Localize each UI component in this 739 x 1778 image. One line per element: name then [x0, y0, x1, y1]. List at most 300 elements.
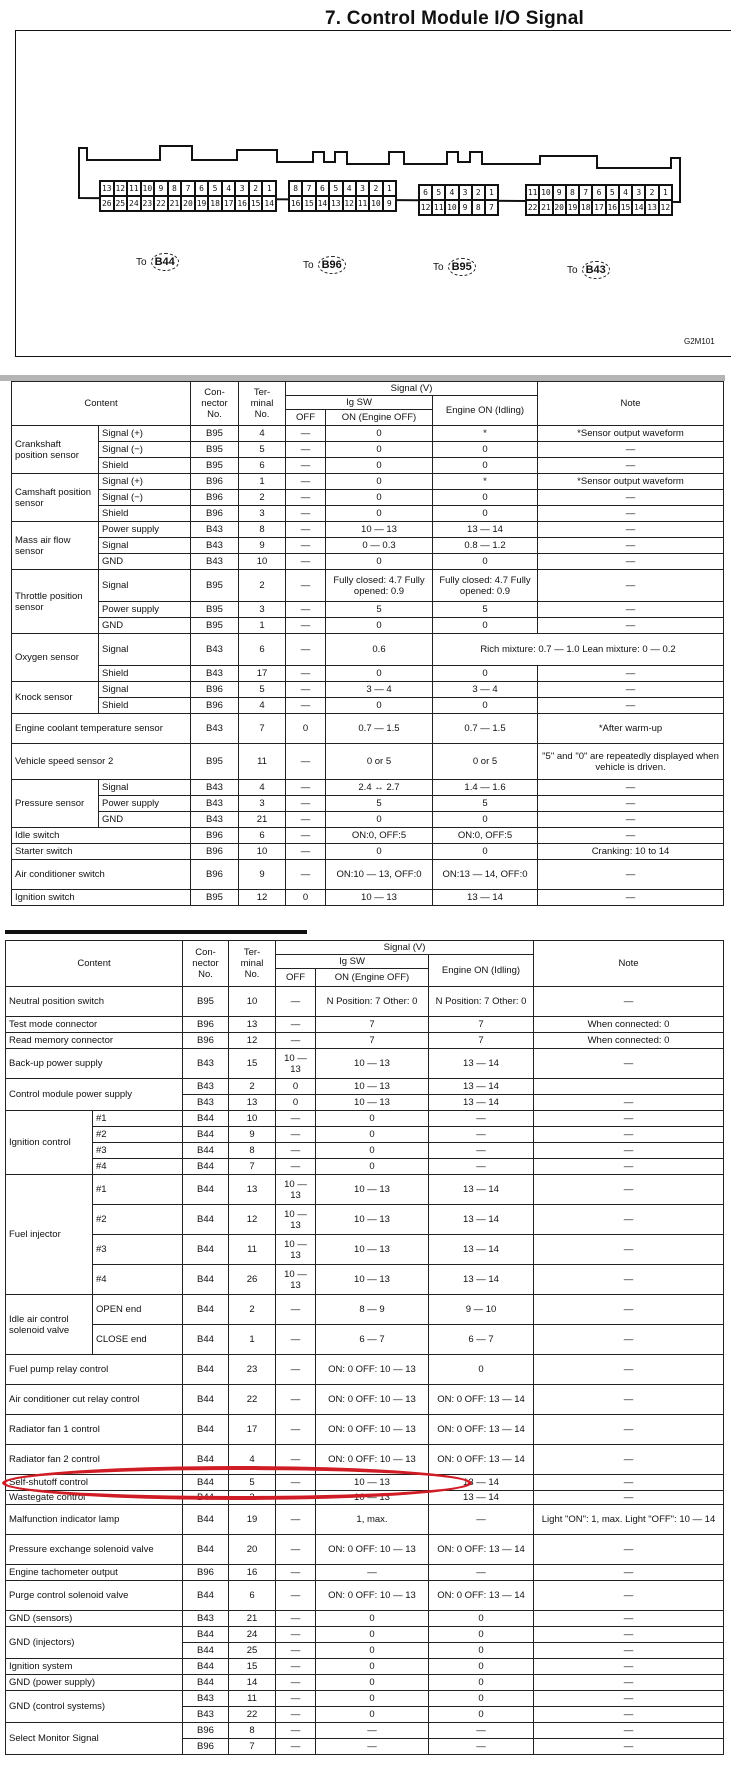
row-connector: B44: [183, 1415, 229, 1445]
row-off: —: [286, 474, 326, 490]
row-engine-on: 1.4 — 1.6: [433, 780, 538, 796]
row-engine-on: 13 — 14: [429, 1175, 534, 1205]
row-on-engine-off: 0: [326, 506, 433, 522]
row-connector: B44: [183, 1175, 229, 1205]
row-engine-on: ON: 0 OFF: 13 — 14: [429, 1535, 534, 1565]
row-terminal: 2: [229, 1295, 276, 1325]
row-engine-on: 13 — 14: [429, 1235, 534, 1265]
row-engine-on: Fully closed: 4.7 Fully opened: 0.9: [433, 570, 538, 602]
row-terminal: 2: [229, 1079, 276, 1095]
row-connector: B43: [183, 1095, 229, 1111]
row-engine-on: 13 — 14: [433, 890, 538, 906]
connector-pin: 25: [114, 196, 128, 211]
row-note: —: [538, 538, 724, 554]
row-note: —: [534, 1159, 724, 1175]
row-terminal: 21: [239, 812, 286, 828]
row-engine-on: 0: [433, 554, 538, 570]
row-on-engine-off: 10 — 13: [316, 1491, 429, 1505]
connector-pin: 12: [659, 200, 672, 215]
row-connector: B96: [183, 1565, 229, 1581]
row-off: —: [286, 844, 326, 860]
row-on-engine-off: ON: 0 OFF: 10 — 13: [316, 1415, 429, 1445]
row-connector: B43: [191, 666, 239, 682]
row-engine-on: —: [429, 1111, 534, 1127]
connector-pin: 5: [432, 185, 445, 200]
row-note: —: [538, 890, 724, 906]
row-terminal: 15: [229, 1659, 276, 1675]
row-content: Ignition system: [6, 1659, 183, 1675]
row-connector: B43: [191, 812, 239, 828]
connector-pin: 11: [432, 200, 445, 215]
header-engine-on: Engine ON (Idling): [429, 955, 534, 987]
row-engine-on: 0: [429, 1627, 534, 1643]
row-content: Mass air flow sensor: [12, 522, 99, 570]
connector-pin: 15: [619, 200, 632, 215]
connector-pin: 12: [419, 200, 432, 215]
row-off: —: [286, 666, 326, 682]
header-signal: Signal (V): [286, 382, 538, 396]
row-off: —: [276, 987, 316, 1017]
header-terminal: Ter- minal No.: [239, 382, 286, 426]
row-note: —: [534, 1445, 724, 1475]
row-connector: B44: [183, 1265, 229, 1295]
row-subcontent: Power supply: [99, 796, 191, 812]
row-engine-on: 7: [429, 1033, 534, 1049]
row-terminal: 1: [239, 618, 286, 634]
row-off: —: [276, 1627, 316, 1643]
connector-pin: 2: [472, 185, 485, 200]
row-subcontent: OPEN end: [93, 1295, 183, 1325]
row-off: —: [276, 1415, 316, 1445]
row-connector: B44: [183, 1159, 229, 1175]
table-row: [6, 1491, 724, 1505]
connector-pin: 24: [127, 196, 141, 211]
row-note: Cranking: 10 to 14: [538, 844, 724, 860]
row-note: —: [538, 490, 724, 506]
row-connector: B96: [191, 698, 239, 714]
row-off: —: [286, 490, 326, 506]
row-terminal: 5: [239, 682, 286, 698]
row-on-engine-off: 10 — 13: [316, 1235, 429, 1265]
connector-pin: 7: [579, 185, 592, 200]
row-content: Radiator fan 1 control: [6, 1415, 183, 1445]
row-subcontent: Power supply: [99, 602, 191, 618]
header-ig-sw: Ig SW: [286, 396, 433, 410]
row-engine-on: —: [429, 1723, 534, 1739]
row-terminal: 1: [239, 474, 286, 490]
row-connector: B43: [183, 1079, 229, 1095]
table-row: [12, 698, 724, 714]
row-off: —: [286, 698, 326, 714]
table-row: [6, 1565, 724, 1581]
row-off: 10 — 13: [276, 1205, 316, 1235]
row-engine-on: 0: [433, 666, 538, 682]
table-row: [12, 602, 724, 618]
table-row: [12, 682, 724, 698]
row-content: Test mode connector: [6, 1017, 183, 1033]
header-connector: Con- nector No.: [183, 941, 229, 987]
row-on-engine-off: 0: [316, 1659, 429, 1675]
row-off: 10 — 13: [276, 1265, 316, 1295]
row-content: Ignition control: [6, 1111, 93, 1175]
row-engine-on: 0: [433, 458, 538, 474]
row-connector: B96: [191, 828, 239, 844]
row-terminal: 21: [229, 1611, 276, 1627]
row-connector: B95: [191, 458, 239, 474]
table-row: [6, 1691, 724, 1707]
header-note: Note: [534, 941, 724, 987]
row-engine-on: 6 — 7: [429, 1325, 534, 1355]
row-subcontent: #4: [93, 1265, 183, 1295]
header-engine-on: Engine ON (Idling): [433, 396, 538, 426]
row-connector: B43: [183, 1691, 229, 1707]
row-note: —: [534, 1707, 724, 1723]
header-off: OFF: [276, 969, 316, 987]
connector-pin: 14: [632, 200, 645, 215]
row-note: —: [534, 1675, 724, 1691]
row-content: GND (injectors): [6, 1627, 183, 1659]
connector-pin: 10: [369, 196, 382, 211]
connector-pin: 11: [127, 181, 141, 196]
row-subcontent: GND: [99, 618, 191, 634]
row-terminal: 16: [229, 1565, 276, 1581]
table-row: [12, 490, 724, 506]
row-content: Throttle position sensor: [12, 570, 99, 634]
row-off: —: [276, 1643, 316, 1659]
table-row: [6, 1295, 724, 1325]
row-off: —: [276, 1691, 316, 1707]
connector-pin: 14: [262, 196, 276, 211]
row-subcontent: #3: [93, 1235, 183, 1265]
row-off: —: [276, 1355, 316, 1385]
row-engine-on: 0: [433, 812, 538, 828]
io-signal-table-2: [5, 940, 724, 1755]
row-engine-on: 0: [433, 490, 538, 506]
row-terminal: 23: [229, 1355, 276, 1385]
row-on-engine-off: ON: 0 OFF: 10 — 13: [316, 1445, 429, 1475]
table-row: [6, 1175, 724, 1205]
row-terminal: 26: [229, 1265, 276, 1295]
row-on-engine-off: 10 — 13: [316, 1079, 429, 1095]
row-engine-on: 13 — 14: [433, 522, 538, 538]
row-note: —: [534, 1175, 724, 1205]
table-row: [6, 1385, 724, 1415]
row-terminal: 13: [229, 1095, 276, 1111]
row-connector: B44: [183, 1235, 229, 1265]
row-engine-on: ON: 0 OFF: 13 — 14: [429, 1385, 534, 1415]
table-row: [12, 474, 724, 490]
row-subcontent: GND: [99, 812, 191, 828]
row-content: Malfunction indicator lamp: [6, 1505, 183, 1535]
row-terminal: 10: [229, 1111, 276, 1127]
table-row: [6, 1611, 724, 1627]
row-connector: B95: [191, 890, 239, 906]
table-row: [6, 1325, 724, 1355]
row-on-engine-off: ON: 0 OFF: 10 — 13: [316, 1355, 429, 1385]
row-on-engine-off: 6 — 7: [316, 1325, 429, 1355]
row-note: —: [538, 554, 724, 570]
row-on-engine-off: 10 — 13: [316, 1265, 429, 1295]
connector-pin: 7: [302, 181, 315, 196]
row-terminal: 3: [229, 1491, 276, 1505]
row-terminal: 4: [229, 1445, 276, 1475]
header-content: Content: [6, 941, 183, 987]
row-note: —: [534, 987, 724, 1017]
table-row: [6, 1143, 724, 1159]
row-engine-on: —: [429, 1127, 534, 1143]
row-engine-on: 0: [433, 442, 538, 458]
to-label: To: [433, 261, 444, 273]
row-engine-on: ON: 0 OFF: 13 — 14: [429, 1445, 534, 1475]
connector-label-b43: [567, 261, 610, 279]
row-content: GND (power supply): [6, 1675, 183, 1691]
row-note: —: [534, 1643, 724, 1659]
connector-label-b44: [136, 253, 179, 271]
row-connector: B44: [183, 1505, 229, 1535]
row-connector: B44: [183, 1643, 229, 1659]
row-terminal: 12: [229, 1205, 276, 1235]
row-subcontent: Shield: [99, 506, 191, 522]
row-terminal: 22: [229, 1707, 276, 1723]
connector-pin: 1: [383, 181, 396, 196]
row-on-engine-off: 0: [316, 1643, 429, 1659]
connector-id-badge: B95: [448, 258, 476, 276]
row-terminal: 24: [229, 1627, 276, 1643]
row-note: —: [534, 1295, 724, 1325]
row-note: —: [534, 1415, 724, 1445]
row-terminal: 4: [239, 426, 286, 442]
row-note: —: [534, 1723, 724, 1739]
connector-pin: 3: [356, 181, 369, 196]
row-off: —: [276, 1033, 316, 1049]
row-subcontent: GND: [99, 554, 191, 570]
table-row: [6, 1017, 724, 1033]
row-terminal: 7: [229, 1739, 276, 1755]
table-row: [6, 1581, 724, 1611]
row-terminal: 2: [239, 490, 286, 506]
row-on-engine-off: 0.7 — 1.5: [326, 714, 433, 744]
row-note: —: [534, 1355, 724, 1385]
row-on-engine-off: 10 — 13: [316, 1095, 429, 1111]
row-engine-on: 0: [433, 506, 538, 522]
row-engine-on: 0: [429, 1675, 534, 1691]
table-row: [6, 1675, 724, 1691]
row-off: —: [276, 1475, 316, 1491]
row-on-engine-off: N Position: 7 Other: 0: [316, 987, 429, 1017]
table-row: [6, 1505, 724, 1535]
connector-pin: 8: [472, 200, 485, 215]
row-off: —: [276, 1565, 316, 1581]
row-engine-on: 0: [429, 1691, 534, 1707]
row-engine-on: 0: [433, 618, 538, 634]
row-content: Camshaft position sensor: [12, 474, 99, 522]
row-connector: B96: [191, 844, 239, 860]
connector-pin: 2: [645, 185, 658, 200]
row-terminal: 3: [239, 506, 286, 522]
connector-pin: 19: [195, 196, 209, 211]
row-engine-on-merged: Rich mixture: 0.7 — 1.0 Lean mixture: 0 — 0.2: [433, 634, 724, 666]
row-off: —: [276, 1385, 316, 1415]
row-content: Read memory connector: [6, 1033, 183, 1049]
row-content: Crankshaft position sensor: [12, 426, 99, 474]
connector-id-badge: B43: [582, 261, 610, 279]
connector-b43: [525, 184, 673, 216]
connector-pin: 18: [208, 196, 222, 211]
row-terminal: 9: [239, 538, 286, 554]
connector-pin: 21: [539, 200, 552, 215]
row-terminal: 17: [239, 666, 286, 682]
row-subcontent: #2: [93, 1205, 183, 1235]
row-engine-on: ON:13 — 14, OFF:0: [433, 860, 538, 890]
row-off: —: [276, 1127, 316, 1143]
row-connector: B43: [183, 1611, 229, 1627]
table-row: [12, 634, 724, 666]
row-note: —: [534, 1143, 724, 1159]
row-off: —: [276, 1723, 316, 1739]
row-note: —: [538, 522, 724, 538]
row-terminal: 10: [229, 987, 276, 1017]
row-note: "5" and "0" are repeatedly displayed when vehicle is driven.: [538, 744, 724, 780]
row-connector: B43: [183, 1707, 229, 1723]
row-content: Pressure exchange solenoid valve: [6, 1535, 183, 1565]
row-terminal: 11: [229, 1235, 276, 1265]
row-engine-on: 13 — 14: [429, 1205, 534, 1235]
connector-pin: 11: [356, 196, 369, 211]
row-note: —: [534, 1111, 724, 1127]
row-on-engine-off: ON: 0 OFF: 10 — 13: [316, 1535, 429, 1565]
connector-pin: 6: [316, 181, 329, 196]
connector-pin: 5: [329, 181, 342, 196]
row-off: —: [276, 1143, 316, 1159]
row-off: —: [276, 1111, 316, 1127]
row-content: Self-shutoff control: [6, 1475, 183, 1491]
connector-pin: 6: [592, 185, 605, 200]
row-connector: B43: [191, 796, 239, 812]
row-note: —: [534, 1325, 724, 1355]
table-row: [12, 744, 724, 780]
row-terminal: 5: [239, 442, 286, 458]
connector-pin: 13: [100, 181, 114, 196]
connector-pin: 7: [181, 181, 195, 196]
row-on-engine-off: 0: [316, 1111, 429, 1127]
row-off: 0: [276, 1079, 316, 1095]
row-terminal: 1: [229, 1325, 276, 1355]
row-on-engine-off: 8 — 9: [316, 1295, 429, 1325]
table-row: [6, 1535, 724, 1565]
row-content: Fuel injector: [6, 1175, 93, 1295]
row-content: GND (control systems): [6, 1691, 183, 1723]
table-row: [12, 618, 724, 634]
table-row: [6, 987, 724, 1017]
row-on-engine-off: 10 — 13: [316, 1175, 429, 1205]
row-content: Engine tachometer output: [6, 1565, 183, 1581]
table-row: [6, 1159, 724, 1175]
table-row: [12, 426, 724, 442]
row-note: —: [538, 828, 724, 844]
table-row: [12, 554, 724, 570]
row-subcontent: Signal (−): [99, 442, 191, 458]
row-engine-on: 9 — 10: [429, 1295, 534, 1325]
row-note: —: [534, 1565, 724, 1581]
row-terminal: 5: [229, 1475, 276, 1491]
row-terminal: 6: [229, 1581, 276, 1611]
table-row: [6, 1049, 724, 1079]
row-off: —: [276, 1659, 316, 1675]
row-engine-on: 13 — 14: [429, 1475, 534, 1491]
connector-pin: 20: [181, 196, 195, 211]
row-off: —: [286, 744, 326, 780]
connector-pin: 7: [485, 200, 498, 215]
connector-pin: 8: [168, 181, 182, 196]
table-row: [6, 1627, 724, 1643]
row-on-engine-off: 7: [316, 1033, 429, 1049]
row-note: —: [538, 796, 724, 812]
row-on-engine-off: ON:10 — 13, OFF:0: [326, 860, 433, 890]
row-off: —: [286, 602, 326, 618]
connector-id-badge: B96: [318, 256, 346, 274]
row-note: When connected: 0: [534, 1017, 724, 1033]
row-note: —: [534, 1385, 724, 1415]
table-row: [6, 1235, 724, 1265]
row-terminal: 12: [239, 890, 286, 906]
connector-pin: 6: [419, 185, 432, 200]
row-content: Control module power supply: [6, 1079, 183, 1111]
row-on-engine-off: 0: [326, 554, 433, 570]
header-terminal: Ter- minal No.: [229, 941, 276, 987]
connector-pin: 1: [262, 181, 276, 196]
row-terminal: 9: [239, 860, 286, 890]
row-subcontent: Signal: [99, 570, 191, 602]
row-connector: B44: [183, 1627, 229, 1643]
row-on-engine-off: 5: [326, 796, 433, 812]
row-connector: B44: [183, 1535, 229, 1565]
row-engine-on: 3 — 4: [433, 682, 538, 698]
row-connector: B44: [183, 1111, 229, 1127]
row-off: —: [276, 1491, 316, 1505]
row-content: Engine coolant temperature sensor: [12, 714, 191, 744]
row-off: —: [286, 796, 326, 812]
row-connector: B43: [191, 522, 239, 538]
row-connector: B95: [191, 602, 239, 618]
row-content: Ignition switch: [12, 890, 191, 906]
row-subcontent: Signal: [99, 634, 191, 666]
connector-pin: 4: [343, 181, 356, 196]
row-connector: B96: [191, 490, 239, 506]
row-connector: B43: [191, 538, 239, 554]
row-note: —: [534, 1095, 724, 1111]
row-content: Fuel pump relay control: [6, 1355, 183, 1385]
connector-pin: 8: [566, 185, 579, 200]
row-note: —: [534, 1535, 724, 1565]
connector-label-b95: [433, 258, 476, 276]
row-subcontent: Signal (+): [99, 474, 191, 490]
row-engine-on: —: [429, 1143, 534, 1159]
row-off: —: [286, 860, 326, 890]
row-note: —: [534, 1265, 724, 1295]
row-off: —: [276, 1505, 316, 1535]
header-off: OFF: [286, 410, 326, 426]
row-engine-on: ON: 0 OFF: 13 — 14: [429, 1581, 534, 1611]
table-row: [6, 1659, 724, 1675]
row-on-engine-off: 0: [326, 844, 433, 860]
connector-pin: 6: [195, 181, 209, 196]
table-row: [12, 442, 724, 458]
row-off: 10 — 13: [276, 1049, 316, 1079]
row-connector: B95: [191, 570, 239, 602]
connector-pin: 15: [249, 196, 263, 211]
row-note: —: [534, 1659, 724, 1675]
row-terminal: 4: [239, 698, 286, 714]
